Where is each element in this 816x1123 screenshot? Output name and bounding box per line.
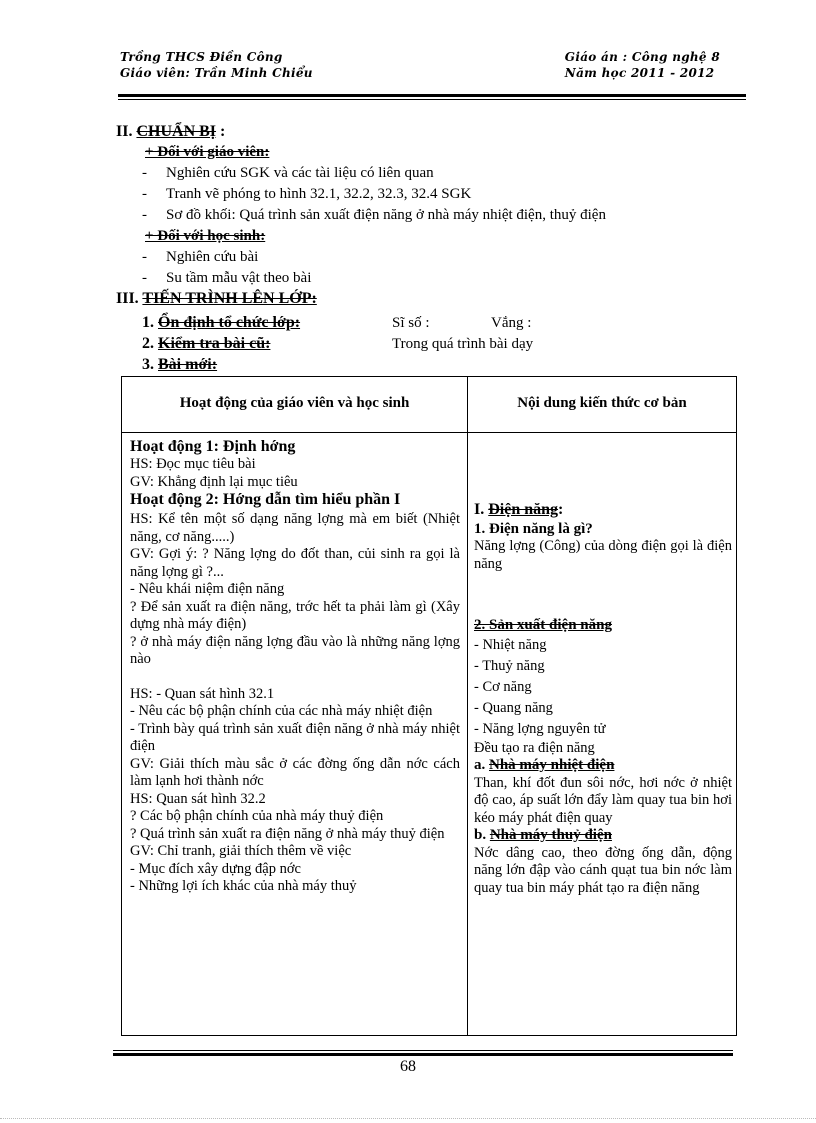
- spacer: [474, 573, 732, 617]
- activity-text: ? Để sản xuất ra điện năng, trớc hết ta phải làm gì (Xây dựng nhà máy điện): [130, 598, 460, 632]
- energy-item: - Năng lợng nguyên tử: [474, 720, 606, 737]
- content-column: [474, 501, 732, 897]
- table-column-divider: [467, 377, 468, 1035]
- thermal-plant-text: Than, khí đốt đun sôi nớc, hơi nớc ở nhiệt độ cao, áp suất lớn đẩy làm quay tua bin hơi kéo máy phát điện quay: [474, 774, 732, 826]
- teacher-item-1: - Nghiên cứu SGK và các tài liệu có liên quan: [142, 165, 434, 181]
- page-edge: [0, 1118, 816, 1119]
- definition-text: Năng lợng (Công) của dòng điện gọi là điện năng: [474, 538, 732, 572]
- activity-text: GV: Giải thích màu sắc ở các đờng ống dẫn nớc cách làm lạnh hơi thành nớc: [130, 755, 460, 789]
- header-rule: [118, 94, 746, 97]
- thermal-plant-heading: a. Nhà máy nhiệt điện: [474, 757, 615, 773]
- activity-text: - Nêu khái niệm điện năng: [130, 581, 285, 597]
- subject-label: Giáo án : Công nghệ 8: [564, 50, 720, 64]
- teacher-name: Giáo viên: Trần Minh Chiểu: [120, 66, 313, 80]
- school-name: Trồng THCS Điền Công: [120, 50, 283, 64]
- student-prep-heading: + Đối với học sinh:: [145, 228, 266, 244]
- subsection-what-is: 1. Điện năng là gì?: [474, 520, 593, 537]
- activity-text: - Nêu các bộ phận chính của các nhà máy nhiệt điện: [130, 703, 433, 719]
- section-3-title: III. TIẾN TRÌNH LÊN LỚP:: [116, 290, 317, 307]
- vang-label: Vắng :: [491, 315, 532, 331]
- step-3: 3. Bài mới:: [142, 356, 218, 373]
- header-left: [120, 49, 313, 81]
- section-2-title: II. CHUẨN BỊ :: [116, 123, 226, 140]
- footer-rule: [113, 1053, 733, 1056]
- header-rule-thin: [118, 99, 746, 100]
- footer-rule-thin: [113, 1050, 733, 1051]
- section-electric-energy: I. Điện năng:: [474, 501, 564, 518]
- energy-item: - Nhiệt năng: [474, 636, 547, 653]
- page-number: 68: [400, 1058, 416, 1075]
- subsection-production: 2. Sản xuất điện năng: [474, 617, 612, 633]
- energy-item: - Quang năng: [474, 699, 553, 716]
- activity-text: GV: Chỉ tranh, giải thích thêm về việc: [130, 843, 352, 859]
- col-header-content: Nội dung kiến thức cơ bản: [517, 395, 687, 411]
- step-1: 1. Ổn định tổ chức lớp:: [142, 314, 301, 331]
- energy-item: - Cơ năng: [474, 678, 532, 695]
- teacher-item-2: - Tranh vẽ phóng to hình 32.1, 32.2, 32.3, 32.4 SGK: [142, 186, 472, 202]
- activity-text: ? ở nhà máy điện năng lợng đầu vào là những năng lợng nào: [130, 633, 460, 667]
- energy-item: - Thuỷ năng: [474, 657, 545, 674]
- step-2-value: Trong quá trình bài dạy: [392, 336, 534, 352]
- activity-text: ? Các bộ phận chính của nhà máy thuỷ điện: [130, 808, 384, 824]
- teacher-prep-heading: + Đối với giáo viên:: [145, 144, 270, 160]
- activity-1-title: Hoạt động 1: Định hớng: [130, 438, 296, 455]
- teacher-item-3: - Sơ đồ khối: Quá trình sản xuất điện năng ở nhà máy nhiệt điện, thuỷ điện: [142, 207, 606, 223]
- col-header-activities: Hoạt động của giáo viên và học sinh: [179, 395, 410, 411]
- hydro-plant-text: Nớc dâng cao, theo đờng ống dẫn, động năng lớn đập vào cánh quạt tua bin nớc làm quay tua bin máy phát tạo ra điện năng: [474, 844, 732, 896]
- school-year: Năm học 2011 - 2012: [564, 66, 715, 80]
- activity-text: HS: Quan sát hình 32.2: [130, 790, 266, 807]
- activity-text: HS: - Quan sát hình 32.1: [130, 685, 275, 702]
- spacer: [130, 669, 460, 686]
- table-header-divider: [122, 432, 736, 433]
- header-right: [565, 49, 720, 81]
- activity-text: - Mục đích xây dựng đập nớc: [130, 860, 301, 877]
- activity-text: ? Quá trình sản xuất ra điện năng ở nhà máy thuỷ điện: [130, 825, 445, 842]
- energy-items-tail: Đều tạo ra điện năng: [474, 739, 595, 756]
- lesson-table: [121, 376, 737, 1036]
- activity-text: HS: Kể tên một số dạng năng lợng mà em biết (Nhiệt năng, cơ năng.....): [130, 511, 460, 545]
- hydro-plant-heading: b. Nhà máy thuỷ điện: [474, 827, 612, 843]
- step-2: 2. Kiểm tra bài cũ:: [142, 335, 271, 352]
- activity-2-title: Hoạt động 2: Hớng dẫn tìm hiểu phần I: [130, 491, 401, 508]
- siso-label: Sĩ số :: [392, 315, 430, 331]
- activity-text: - Những lợi ích khác của nhà máy thuỷ: [130, 878, 357, 894]
- activity-1-line-2: GV: Khẳng định lại mục tiêu: [130, 473, 298, 490]
- activity-1-line-1: HS: Đọc mục tiêu bài: [130, 456, 256, 472]
- activity-text: - Trình bày quá trình sản xuất điện năng ở nhà máy nhiệt điện: [130, 720, 460, 754]
- activity-text: GV: Gợi ý: ? Năng lợng do đốt than, củi sinh ra gọi là năng lợng gì ?...: [130, 546, 460, 580]
- activities-column: [130, 437, 460, 896]
- student-item-2: - Su tầm mẫu vật theo bài: [142, 270, 312, 286]
- student-item-1: - Nghiên cứu bài: [142, 249, 259, 265]
